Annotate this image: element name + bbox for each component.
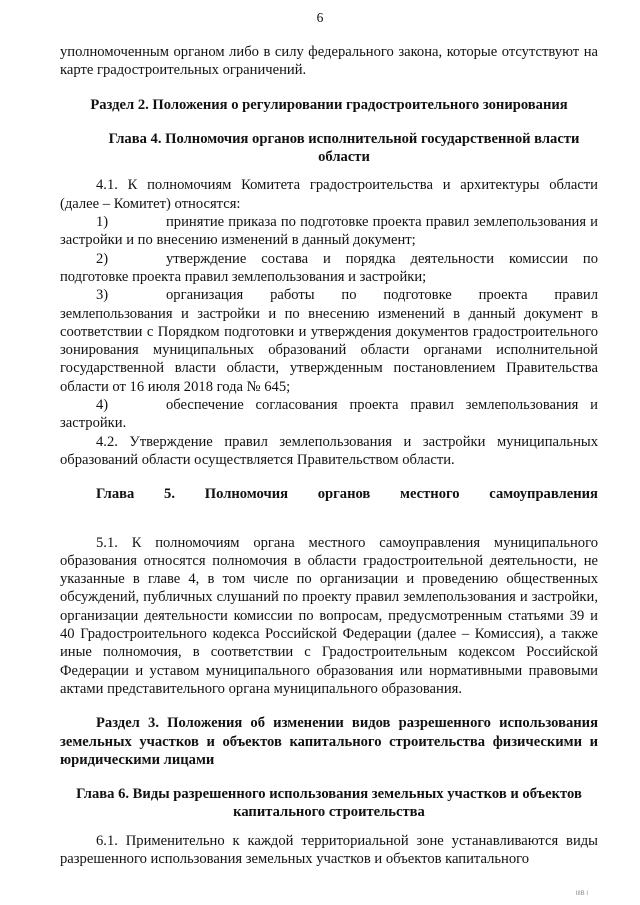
paragraph-5-1: 5.1. К полномочиям органа местного самоуправления муниципального образования относятся полномочия в области градостроительной деятельности, не указанные в главе 4, в том числе по организации и проведению общественных обсуждений, публичных слушаний по проекту правил землепользования и застройки, организации деятельности комиссии по вопросам, предусмотренным статьями 39 и 40 Градостроительного кодекса Российской Федерации (далее – Комиссия), а также иные полномочия, в соответствии с Градостроительным кодексом Российской Федерации и уставом муниципального образования или нормативными правовыми актами представительного органа муниципального образования. bbox=[60, 534, 598, 697]
chapter-5-title bbox=[60, 485, 598, 503]
list-item-4 bbox=[60, 396, 598, 433]
page-number: 6 bbox=[316, 10, 324, 25]
chapter-5-word: Полномочия bbox=[204, 486, 289, 503]
list-item-4-text: обеспечение согласования проекта правил землепользования и застройки. bbox=[60, 397, 598, 432]
intro-continuation: уполномоченным органом либо в силу федерального закона, которые отсутствуют на карте градостроительных ограничений. bbox=[60, 44, 598, 79]
list-item-2-number: 2) bbox=[96, 250, 109, 267]
chapter-6-title: Глава 6. Виды разрешенного использования земельных участков и объектов капитального строительства bbox=[76, 786, 582, 821]
chapter-5-word: 5. bbox=[164, 486, 175, 503]
list-item-3-number: 3) bbox=[96, 287, 109, 304]
list-item-3-text: организация работы по подготовке проекта правил землепользования и застройки и по внесению изменений в данный документ в соответствии с Порядком подготовки и утверждения документов градостроительного зонирования муниципальных образований области органами исполнительной государственной власти области, утвержденным постановлением Правительства области от 16 июля 2018 года № 645; bbox=[60, 287, 598, 395]
list-item-4-number: 4) bbox=[96, 397, 109, 414]
chapter-5-word: самоуправления bbox=[489, 486, 598, 503]
chapter-5-word: Глава bbox=[96, 486, 135, 503]
list-item-1-text: принятие приказа по подготовке проекта правил землепользования и застройки и по внесению изменений в данный документ; bbox=[60, 214, 598, 249]
chapter-5-word: органов bbox=[317, 486, 371, 503]
list-item-2 bbox=[60, 250, 598, 287]
section-3-title: Раздел 3. Положения об изменении видов разрешенного использования земельных участков и объектов капитального строительства физическими и юридическими лицами bbox=[60, 715, 598, 768]
footer-mark: ΙΙΙΒ Ι bbox=[575, 891, 588, 897]
section-2-title: Раздел 2. Положения о регулировании градостроительного зонирования bbox=[90, 96, 568, 113]
list-item-2-text: утверждение состава и порядка деятельности комиссии по подготовке проекта правил землепользования и застройки; bbox=[60, 250, 598, 285]
list-item-1-number: 1) bbox=[96, 214, 109, 231]
chapter-4-title: Глава 4. Полномочия органов исполнительной государственной власти области bbox=[108, 130, 580, 166]
list-item-3 bbox=[60, 286, 598, 396]
paragraph-4-2: 4.2. Утверждение правил землепользования и застройки муниципальных образований области осуществляется Правительством области. bbox=[60, 433, 598, 468]
document-body bbox=[60, 43, 598, 868]
paragraph-6-1: 6.1. Применительно к каждой территориальной зоне устанавливаются виды разрешенного использования земельных участков и объектов капитального bbox=[60, 832, 598, 867]
chapter-5-word: местного bbox=[400, 486, 460, 503]
paragraph-4-1: 4.1. К полномочиям Комитета градостроительства и архитектуры области (далее – Комитет) относятся: bbox=[60, 177, 598, 212]
list-item-1 bbox=[60, 213, 598, 250]
